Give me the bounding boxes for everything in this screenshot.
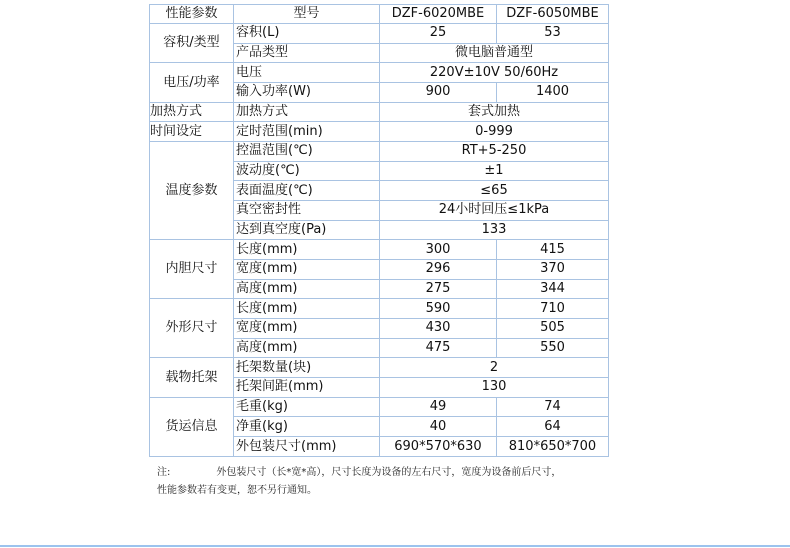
item-label: 外包装尺寸(mm) bbox=[234, 437, 380, 457]
item-label: 电压 bbox=[234, 63, 380, 83]
header-item: 型号 bbox=[234, 5, 380, 24]
table-row bbox=[150, 299, 609, 319]
value-cell-model-b: 53 bbox=[497, 24, 609, 44]
category-cell: 电压/功率 bbox=[150, 63, 234, 102]
value-cell-model-b: 74 bbox=[497, 397, 609, 417]
item-label: 长度(mm) bbox=[234, 299, 380, 319]
merged-value-cell: 2 bbox=[380, 358, 609, 378]
header-category: 性能参数 bbox=[150, 5, 234, 24]
table-row bbox=[150, 358, 609, 378]
value-cell-model-b: 370 bbox=[497, 260, 609, 280]
item-label: 净重(kg) bbox=[234, 417, 380, 437]
value-cell-model-b: 344 bbox=[497, 279, 609, 299]
item-label: 长度(mm) bbox=[234, 240, 380, 260]
merged-value-cell: ±1 bbox=[380, 161, 609, 181]
note-text-1: 外包装尺寸（长*宽*高），尺寸长度为设备的左右尺寸，宽度为设备前后尺寸， bbox=[216, 467, 562, 478]
category-cell: 容积/类型 bbox=[150, 24, 234, 63]
value-cell-model-a: 49 bbox=[380, 397, 497, 417]
note-line-2 bbox=[157, 481, 317, 496]
value-cell-model-a: 296 bbox=[380, 260, 497, 280]
table-row bbox=[150, 102, 609, 122]
spec-table bbox=[149, 4, 609, 457]
category-cell: 内胆尺寸 bbox=[150, 240, 234, 299]
value-cell-model-b: 415 bbox=[497, 240, 609, 260]
value-cell-model-a: 275 bbox=[380, 279, 497, 299]
header-model-a: DZF-6020MBE bbox=[380, 5, 497, 24]
value-cell-model-b: 1400 bbox=[497, 83, 609, 103]
item-label: 毛重(kg) bbox=[234, 397, 380, 417]
category-cell: 外形尺寸 bbox=[150, 299, 234, 358]
item-label: 托架间距(mm) bbox=[234, 378, 380, 398]
item-label: 宽度(mm) bbox=[234, 319, 380, 339]
note-text-2: 性能参数若有变更，恕不另行通知。 bbox=[157, 485, 317, 496]
merged-value-cell: 微电脑普通型 bbox=[380, 43, 609, 63]
merged-value-cell: ≤65 bbox=[380, 181, 609, 201]
item-label: 加热方式 bbox=[234, 102, 380, 122]
merged-value-cell: 130 bbox=[380, 378, 609, 398]
value-cell-model-a: 590 bbox=[380, 299, 497, 319]
category-cell: 加热方式 bbox=[150, 102, 234, 122]
item-label: 波动度(℃) bbox=[234, 161, 380, 181]
merged-value-cell: 套式加热 bbox=[380, 102, 609, 122]
note-prefix: 注: bbox=[157, 467, 171, 478]
table-row bbox=[150, 63, 609, 83]
spec-table-body bbox=[150, 24, 609, 457]
item-label: 输入功率(W) bbox=[234, 83, 380, 103]
table-row bbox=[150, 122, 609, 142]
item-label: 高度(mm) bbox=[234, 279, 380, 299]
value-cell-model-b: 810*650*700 bbox=[497, 437, 609, 457]
value-cell-model-a: 300 bbox=[380, 240, 497, 260]
item-label: 真空密封性 bbox=[234, 201, 380, 221]
merged-value-cell: 24小时回压≤1kPa bbox=[380, 201, 609, 221]
item-label: 定时范围(min) bbox=[234, 122, 380, 142]
header-row bbox=[150, 5, 609, 24]
value-cell-model-b: 64 bbox=[497, 417, 609, 437]
table-row bbox=[150, 397, 609, 417]
item-label: 高度(mm) bbox=[234, 338, 380, 358]
item-label: 宽度(mm) bbox=[234, 260, 380, 280]
note-line-1 bbox=[157, 463, 561, 478]
item-label: 产品类型 bbox=[234, 43, 380, 63]
item-label: 达到真空度(Pa) bbox=[234, 220, 380, 240]
table-row bbox=[150, 240, 609, 260]
value-cell-model-b: 505 bbox=[497, 319, 609, 339]
value-cell-model-b: 710 bbox=[497, 299, 609, 319]
table-row bbox=[150, 142, 609, 162]
item-label: 托架数量(块) bbox=[234, 358, 380, 378]
value-cell-model-a: 475 bbox=[380, 338, 497, 358]
category-cell: 载物托架 bbox=[150, 358, 234, 397]
item-label: 表面温度(℃) bbox=[234, 181, 380, 201]
merged-value-cell: 220V±10V 50/60Hz bbox=[380, 63, 609, 83]
value-cell-model-a: 25 bbox=[380, 24, 497, 44]
table-row bbox=[150, 24, 609, 44]
merged-value-cell: 133 bbox=[380, 220, 609, 240]
merged-value-cell: 0-999 bbox=[380, 122, 609, 142]
category-cell: 时间设定 bbox=[150, 122, 234, 142]
bottom-divider bbox=[0, 545, 790, 547]
value-cell-model-a: 690*570*630 bbox=[380, 437, 497, 457]
item-label: 容积(L) bbox=[234, 24, 380, 44]
value-cell-model-a: 40 bbox=[380, 417, 497, 437]
category-cell: 温度参数 bbox=[150, 142, 234, 240]
value-cell-model-a: 430 bbox=[380, 319, 497, 339]
header-model-b: DZF-6050MBE bbox=[497, 5, 609, 24]
value-cell-model-a: 900 bbox=[380, 83, 497, 103]
item-label: 控温范围(℃) bbox=[234, 142, 380, 162]
merged-value-cell: RT+5-250 bbox=[380, 142, 609, 162]
category-cell: 货运信息 bbox=[150, 397, 234, 456]
value-cell-model-b: 550 bbox=[497, 338, 609, 358]
